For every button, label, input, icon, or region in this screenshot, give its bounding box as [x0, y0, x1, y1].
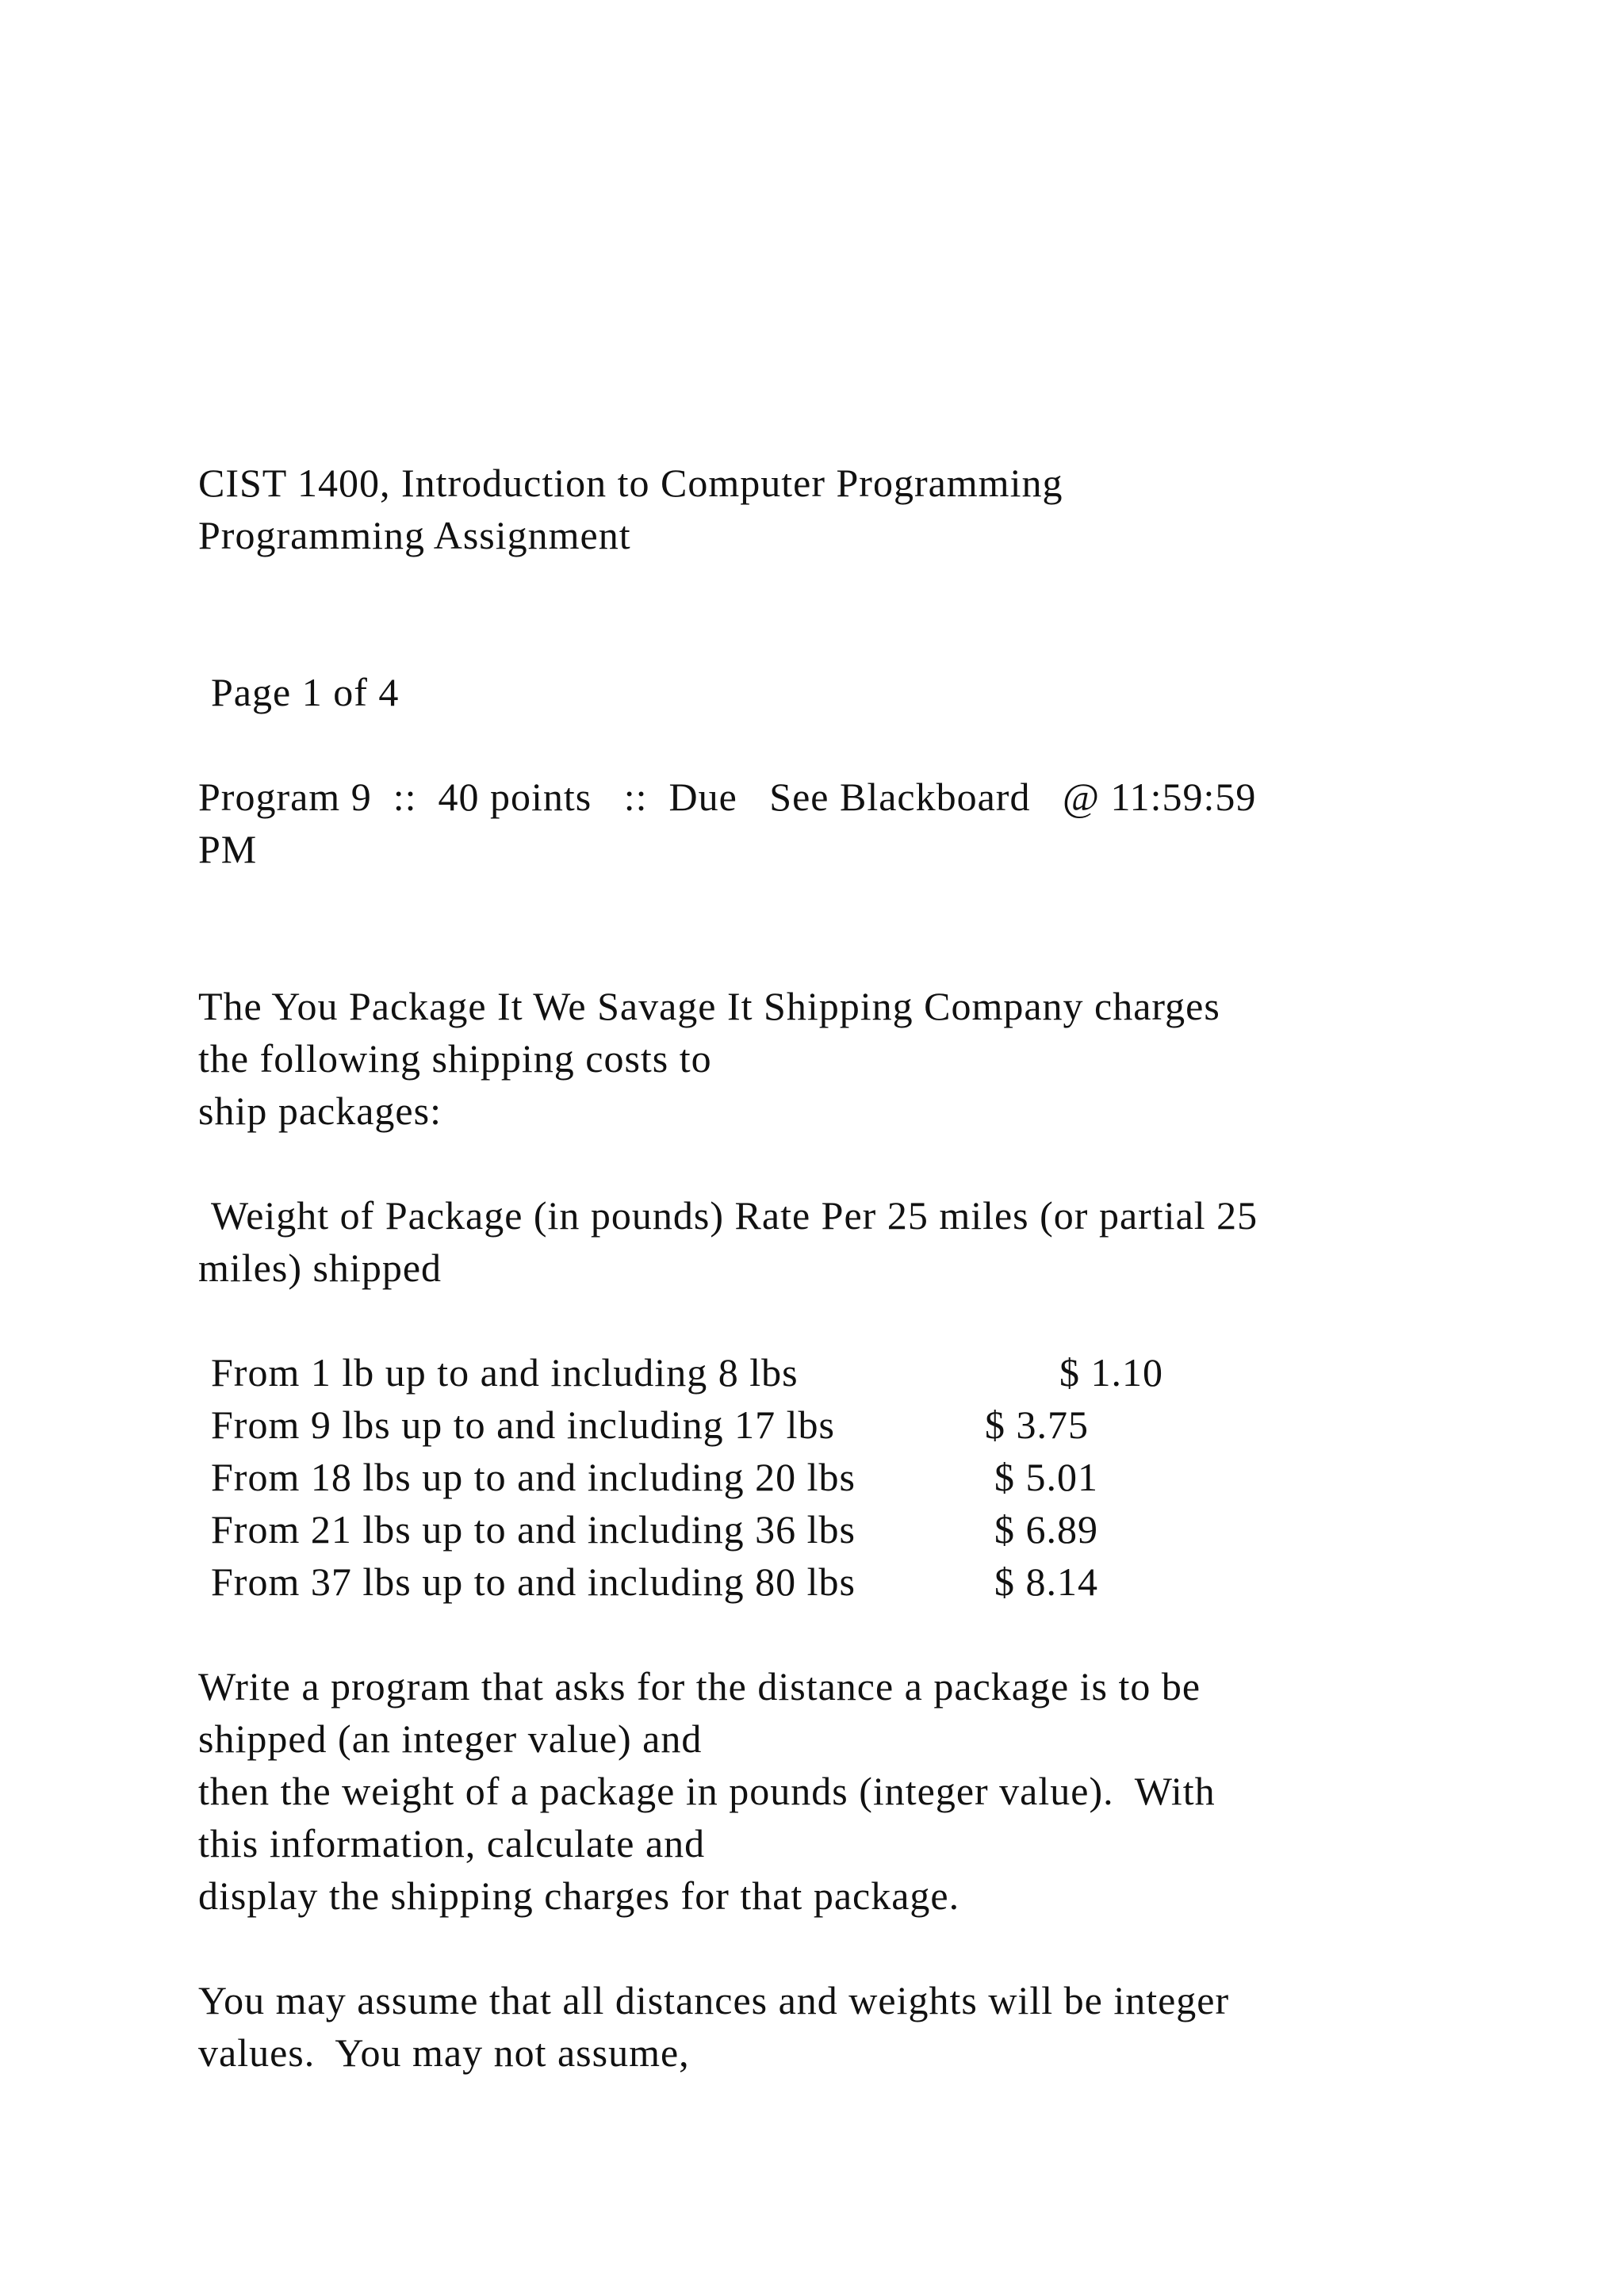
instructions-line: this information, calculate and — [198, 1821, 706, 1866]
weight-range: From 18 lbs up to and including 20 lbs — [211, 1455, 856, 1499]
assumptions-line: values. You may not assume, — [198, 2030, 690, 2075]
program-info-line-cont: PM — [198, 827, 258, 871]
weight-range: From 21 lbs up to and including 36 lbs — [211, 1507, 856, 1552]
rate-value: $ 3.75 — [985, 1402, 1089, 1447]
weight-range: From 9 lbs up to and including 17 lbs — [211, 1402, 835, 1447]
rate-value: $ 8.14 — [994, 1559, 1098, 1604]
instructions-line: display the shipping charges for that package. — [198, 1873, 960, 1918]
instructions-line: Write a program that asks for the distance a package is to be — [198, 1664, 1201, 1709]
weight-range: From 1 lb up to and including 8 lbs — [211, 1350, 799, 1395]
page-indicator: Page 1 of 4 — [211, 670, 400, 714]
rate-value: $ 6.89 — [994, 1507, 1098, 1552]
instructions-line: then the weight of a package in pounds (integer value). With — [198, 1769, 1216, 1813]
intro-line: ship packages: — [198, 1089, 442, 1133]
intro-line: The You Package It We Savage It Shipping Company charges — [198, 984, 1220, 1028]
course-title: CIST 1400, Introduction to Computer Programming — [198, 461, 1063, 505]
instructions-line: shipped (an integer value) and — [198, 1716, 703, 1761]
rate-table-header: Weight of Package (in pounds) Rate Per 25 miles (or partial 25 — [211, 1193, 1258, 1238]
assignment-title: Programming Assignment — [198, 513, 631, 557]
intro-line: the following shipping costs to — [198, 1036, 712, 1081]
rate-table-header-cont: miles) shipped — [198, 1246, 442, 1290]
program-info-line: Program 9 :: 40 points :: Due See Blackboard @ 11:59:59 — [198, 775, 1257, 819]
rate-value: $ 1.10 — [1059, 1350, 1163, 1395]
assumptions-line: You may assume that all distances and weights will be integer — [198, 1978, 1230, 2022]
weight-range: From 37 lbs up to and including 80 lbs — [211, 1559, 856, 1604]
rate-value: $ 5.01 — [994, 1455, 1098, 1499]
